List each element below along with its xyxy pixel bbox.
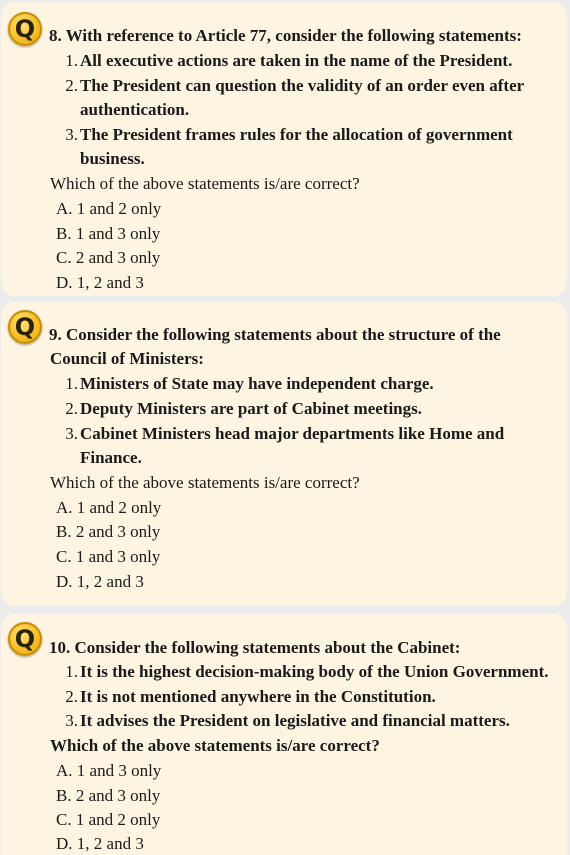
- question-badge-letter: Q: [14, 313, 36, 341]
- answer-option[interactable]: C. 1 and 2 only: [56, 810, 161, 829]
- question-badge-icon: [8, 310, 42, 344]
- answer-option[interactable]: D. 1, 2 and 3: [56, 572, 144, 591]
- question-card-10: Q 10. Consider the following statements about the Cabinet: 1. It is the highest decision-making body of the Union Government. 2. It is not mentioned anywhere in the Constitution. 3. It advises the President on legislative and financial matters. Which of the above statements is/are correct? A. 1 and 3 only B. 2 and 3 only C. 1 and 2 only D. 1, 2 and 3: [1, 614, 567, 855]
- answer-option[interactable]: D. 1, 2 and 3: [56, 273, 144, 292]
- question-prompt: Which of the above statements is/are correct?: [50, 473, 360, 492]
- question-stem: Council of Ministers:: [50, 349, 204, 368]
- answer-option[interactable]: A. 1 and 2 only: [56, 199, 162, 218]
- answer-option[interactable]: C. 1 and 3 only: [56, 547, 161, 566]
- question-badge-icon: [8, 622, 42, 656]
- question-badge-letter: Q: [14, 625, 36, 653]
- answer-option[interactable]: D. 1, 2 and 3: [56, 834, 144, 853]
- question-stem: 9. Consider the following statements about the structure of the: [49, 325, 501, 344]
- answer-option[interactable]: B. 2 and 3 only: [56, 786, 161, 805]
- question-badge-icon: [8, 12, 42, 46]
- answer-option[interactable]: B. 1 and 3 only: [56, 224, 161, 243]
- answer-option[interactable]: B. 2 and 3 only: [56, 522, 161, 541]
- question-prompt: Which of the above statements is/are correct?: [50, 736, 380, 755]
- question-stem: 10. Consider the following statements about the Cabinet:: [49, 638, 461, 657]
- question-badge-letter: Q: [14, 15, 36, 43]
- answer-option[interactable]: A. 1 and 3 only: [56, 761, 162, 780]
- question-card-8: Q 8. With reference to Article 77, consider the following statements: 1. All executive actions are taken in the name of the President. 2. The President can question the validity of an order even after authentication. 3. The President frames rules for the allocation of government business. Which of the above statements is/are correct? A. 1 and 2 only B. 1 and 3 only C. 2 and 3 only D. 1, 2 and 3: [1, 2, 567, 296]
- question-card-9: Q 9. Consider the following statements about the structure of the Council of Ministers: 1. Ministers of State may have independent charge. 2. Deputy Ministers are part of Cabinet meetings. 3. Cabinet Ministers head major departments like Home and Finance. Which of the above statements is/are correct? A. 1 and 2 only B. 2 and 3 only C. 1 and 3 only D. 1, 2 and 3: [1, 302, 567, 606]
- question-prompt: Which of the above statements is/are correct?: [50, 174, 360, 193]
- question-stem: 8. With reference to Article 77, consider the following statements:: [49, 26, 522, 45]
- answer-option[interactable]: A. 1 and 2 only: [56, 498, 162, 517]
- answer-option[interactable]: C. 2 and 3 only: [56, 248, 161, 267]
